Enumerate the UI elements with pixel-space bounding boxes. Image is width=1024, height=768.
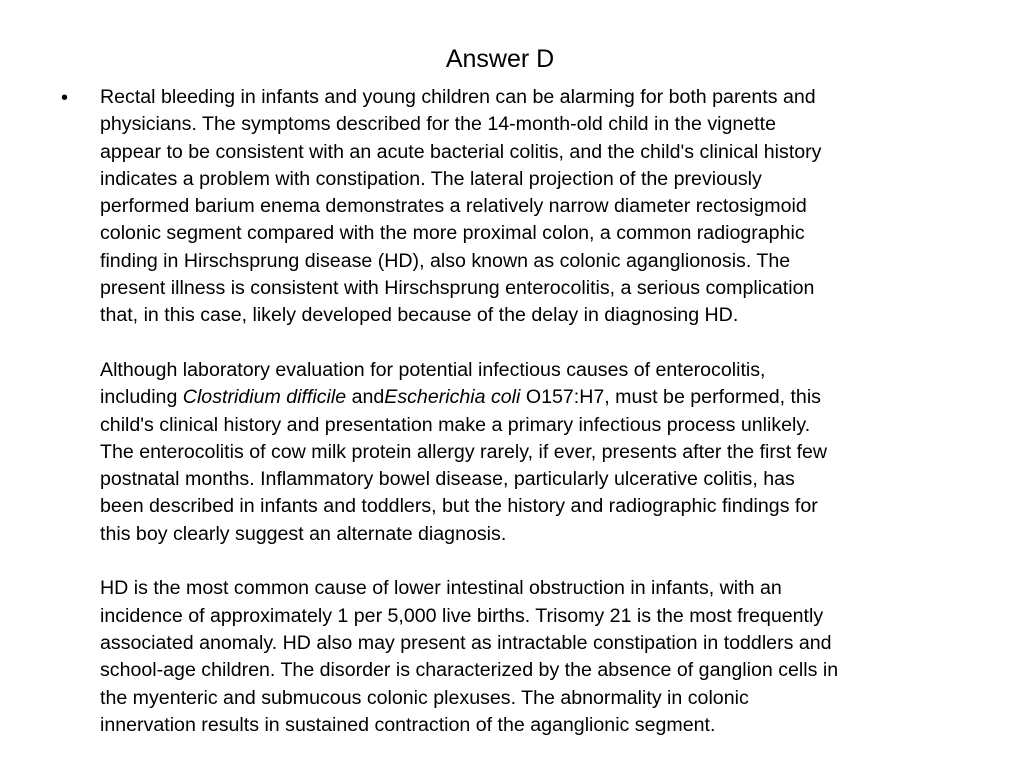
- answer-explanation: [100, 84, 980, 739]
- text-line: The enterocolitis of cow milk protein allergy rarely, if ever, presents after the first few: [100, 440, 828, 463]
- slide-title: Answer D: [445, 45, 555, 73]
- text-line-with-organisms: [100, 384, 980, 411]
- text-line: postnatal months. Inflammatory bowel disease, particularly ulcerative colitis, has: [100, 468, 795, 491]
- text-line: performed barium enema demonstrates a relatively narrow diameter rectosigmoid: [100, 195, 807, 218]
- text-line: that, in this case, likely developed because of the delay in diagnosing HD.: [100, 304, 739, 327]
- text-line: this boy clearly suggest an alternate diagnosis.: [100, 522, 507, 545]
- text-line: associated anomaly. HD also may present as intractable constipation in toddlers and: [100, 631, 832, 654]
- paragraph-epidemiology: [100, 575, 980, 739]
- paragraph-differential: [100, 357, 980, 548]
- paragraph-intro: [100, 84, 980, 330]
- bullet-marker: •: [61, 87, 69, 109]
- text-line: indicates a problem with constipation. The lateral projection of the previously: [100, 167, 762, 190]
- text-fragment: including: [100, 386, 183, 409]
- text-line: innervation results in sustained contraction of the aganglionic segment.: [100, 713, 716, 736]
- organism-name: Escherichia coli: [384, 386, 521, 409]
- text-fragment: O157:H7, must be performed, this: [520, 386, 821, 409]
- text-line: incidence of approximately 1 per 5,000 live births. Trisomy 21 is the most frequently: [100, 604, 824, 627]
- text-line: HD is the most common cause of lower intestinal obstruction in infants, with an: [100, 577, 782, 600]
- text-line: been described in infants and toddlers, but the history and radiographic findings for: [100, 495, 818, 518]
- organism-name: Clostridium difficile: [182, 386, 347, 409]
- text-line: Rectal bleeding in infants and young children can be alarming for both parents and: [100, 86, 816, 108]
- text-fragment: and: [346, 386, 385, 409]
- text-line: appear to be consistent with an acute bacterial colitis, and the child's clinical history: [100, 140, 822, 163]
- text-line: present illness is consistent with Hirschsprung enterocolitis, a serious complication: [100, 277, 815, 300]
- text-line: school-age children. The disorder is characterized by the absence of ganglion cells in: [100, 659, 839, 682]
- text-line: Although laboratory evaluation for potential infectious causes of enterocolitis,: [100, 358, 766, 381]
- text-line: colonic segment compared with the more proximal colon, a common radiographic: [100, 222, 805, 245]
- text-line: the myenteric and submucous colonic plexuses. The abnormality in colonic: [100, 686, 749, 709]
- text-line: physicians. The symptoms described for the 14-month-old child in the vignette: [100, 113, 776, 136]
- text-line: child's clinical history and presentation make a primary infectious process unlikely.: [100, 413, 811, 436]
- text-line: finding in Hirschsprung disease (HD), also known as colonic aganglionosis. The: [100, 249, 791, 272]
